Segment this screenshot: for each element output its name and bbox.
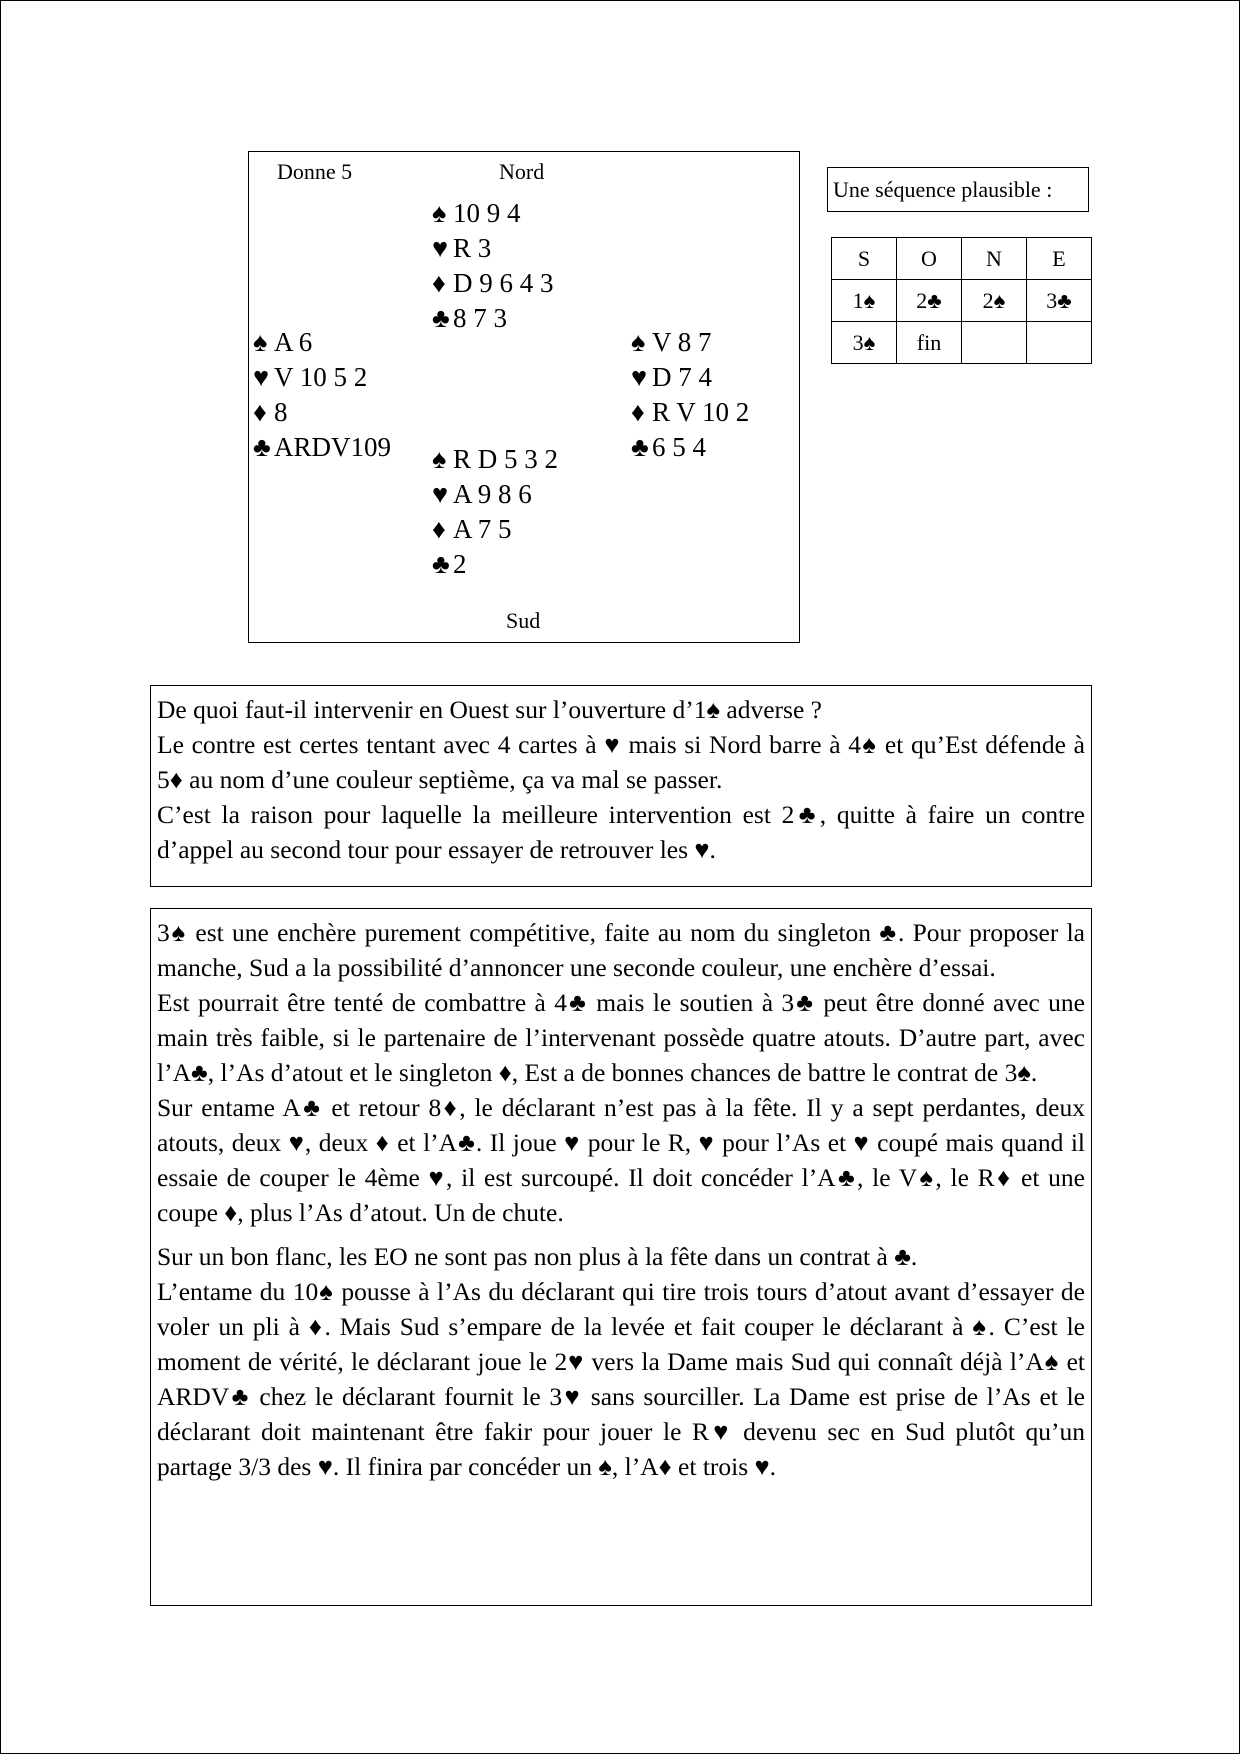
commentary-box-intervention (150, 685, 1092, 887)
north-diamonds: ♦ D 9 6 4 3 (432, 266, 554, 301)
east-hearts: ♥ D 7 4 (631, 360, 749, 395)
club-icon: ♣ (432, 303, 450, 333)
bid-cell: fin (897, 322, 962, 364)
bidding-header: O (897, 238, 962, 280)
bid-cell: 2♣ (897, 280, 962, 322)
club-icon: ♣ (253, 432, 271, 462)
paragraph: Est pourrait être tenté de combattre à 4♣ mais le soutien à 3♣ peut être donné avec une main très faible, si le partenaire de l’intervenant possède quatre atouts. D’autre part, avec l’A♣, l’As d’atout et le singleton ♦, Est a de bonnes chances de battre le contrat de 3♠. (157, 988, 1085, 1087)
paragraph: L’entame du 10♠ pousse à l’As du déclarant qui tire trois tours d’atout avant d’essayer de voler un pli à ♦. Mais Sud s’empare de la levée et fait couper le déclarant à ♠. C’est le moment de vérité, le déclarant joue le 2♥ vers la Dame mais Sud qui connaît déjà l’A♠ et ARDV♣ chez le déclarant fournit le 3♥ sans sourciller. La Dame est prise de l’As et le déclarant doit maintenant être fakir pour jouer le R♥ devenu sec en Sud plutôt qu’un partage 3/3 des ♥. Il finira par concéder un ♠, l’A♦ et trois ♥. (157, 1277, 1085, 1481)
bidding-header: E (1027, 238, 1092, 280)
bid-cell (1027, 322, 1092, 364)
spade-icon: ♠ (432, 198, 447, 228)
east-diamonds: ♦ R V 10 2 (631, 395, 749, 430)
diamond-icon: ♦ (631, 397, 645, 427)
diamond-icon: ♦ (432, 268, 446, 298)
paragraph: Sur entame A♣ et retour 8♦, le déclarant n’est pas à la fête. Il y a sept perdantes, deux atouts, deux ♥, deux ♦ et l’A♣. Il joue ♥ pour le R, ♥ pour l’As et ♥ coupé mais quand il essaie de couper le 4ème ♥, il est surcoupé. Il doit concéder l’A♣, le V♠, le R♦ et une coupe ♦, plus l’As d’atout. Un de chute. (157, 1093, 1085, 1227)
west-spades: ♠ A 6 (253, 325, 391, 360)
east-spades: ♠ V 8 7 (631, 325, 749, 360)
south-spades: ♠ R D 5 3 2 (432, 442, 558, 477)
south-diamonds: ♦ A 7 5 (432, 512, 558, 547)
paragraph: Sur un bon flanc, les EO ne sont pas non plus à la fête dans un contrat à ♣. (157, 1242, 918, 1271)
north-hand (432, 196, 554, 336)
south-hand (432, 442, 558, 582)
heart-icon: ♥ (253, 362, 270, 392)
bidding-row (832, 322, 1092, 364)
club-icon: ♣ (631, 432, 649, 462)
sequence-title: Une séquence plausible : (827, 167, 1089, 212)
heart-icon: ♥ (432, 233, 449, 263)
heart-icon: ♥ (432, 479, 449, 509)
north-spades: ♠ 10 9 4 (432, 196, 554, 231)
paragraph: C’est la raison pour laquelle la meilleure intervention est 2♣, quitte à faire un contre d’appel au second tour pour essayer de retrouver les ♥. (157, 800, 1085, 864)
east-hand (631, 325, 749, 465)
north-hearts: ♥ R 3 (432, 231, 554, 266)
bidding-header-row (832, 238, 1092, 280)
bidding-header: N (962, 238, 1027, 280)
bidding-table (831, 237, 1092, 364)
spade-icon: ♠ (631, 327, 646, 357)
west-diamonds: ♦ 8 (253, 395, 391, 430)
west-hearts: ♥ V 10 5 2 (253, 360, 391, 395)
deal-diagram (248, 151, 800, 643)
north-clubs: ♣ 8 7 3 (432, 301, 554, 336)
bidding-header: S (832, 238, 897, 280)
south-hearts: ♥ A 9 8 6 (432, 477, 558, 512)
spade-icon: ♠ (432, 444, 447, 474)
heart-icon: ♥ (631, 362, 648, 392)
bid-cell: 3♠ (832, 322, 897, 364)
bid-cell: 3♣ (1027, 280, 1092, 322)
paragraph: 3♠ est une enchère purement compétitive, faite au nom du singleton ♣. Pour proposer la manche, Sud a la possibilité d’annoncer une seconde couleur, une enchère d’essai. (157, 918, 1085, 982)
diamond-icon: ♦ (432, 514, 446, 544)
paragraph: De quoi faut-il intervenir en Ouest sur l’ouverture d’1♠ adverse ? (157, 695, 822, 724)
spade-icon: ♠ (253, 327, 268, 357)
bid-cell: 1♠ (832, 280, 897, 322)
club-icon: ♣ (432, 549, 450, 579)
east-clubs: ♣ 6 5 4 (631, 430, 749, 465)
south-label: Sud (506, 608, 541, 633)
bidding-row (832, 280, 1092, 322)
bid-cell: 2♠ (962, 280, 1027, 322)
north-label: Nord (499, 159, 545, 184)
bid-cell (962, 322, 1027, 364)
deal-title: Donne 5 (277, 159, 353, 184)
west-clubs: ♣ ARDV109 (253, 430, 391, 465)
west-hand (253, 325, 391, 465)
south-clubs: ♣ 2 (432, 547, 558, 582)
diamond-icon: ♦ (253, 397, 267, 427)
commentary-box-analysis (150, 908, 1092, 1606)
paragraph: Le contre est certes tentant avec 4 cartes à ♥ mais si Nord barre à 4♠ et qu’Est défende à 5♦ au nom d’une couleur septième, ça va mal se passer. (157, 730, 1085, 794)
